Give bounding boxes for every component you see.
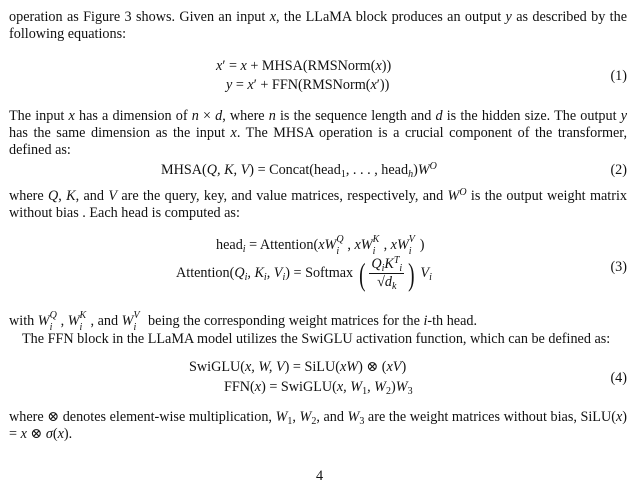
equation-4a: SwiGLU(x, W, V) = SiLU(xW) ⊗ (xV) xyxy=(189,359,407,375)
equation-number-2: (2) xyxy=(610,162,627,178)
paragraph-ffn: The FFN block in the LLaMA model utilizes the SwiGLU activation function, which can be defined as: xyxy=(22,331,611,347)
equation-3b: $Attention(Q_i$, $K_i$, $V_i$) = Softmax ( $\frac{Q_iK^T_i}{√d_k}$ ) $V_i$ xyxy=(176,255,432,292)
equation-3a: head$_i$ = Attention(xW Q i , xW K i , xW V i ) xyxy=(216,234,425,257)
equation-2: MHSA(Q, K, V) = Concat(head$_1$, . . . , $head_h)W^O$ xyxy=(161,161,437,180)
equation-1b: y = x′ + FFN(RMSNorm(x′)) xyxy=(226,77,390,93)
paragraph-weights: with W Q i , W K i , and W V i being the corresponding weight matrices for the i-th head. xyxy=(9,310,478,333)
equation-number-3: (3) xyxy=(610,259,627,275)
equation-1a: x′ = x + MHSA(RMSNorm(x)) xyxy=(216,58,392,74)
page-number: 4 xyxy=(315,468,324,484)
paragraph-dimensions: The input x has a dimension of n × d, where n is the sequence length and d is the hidden size. The output y has the same dimension as the input x. The MHSA operation is a crucial component of the transformer, defined as: xyxy=(9,108,628,158)
equation-number-1: (1) xyxy=(610,68,627,84)
paragraph-intro: operation as Figure 3 shows. Given an input x, the LLaMA block produces an output y as described by the following equations: xyxy=(9,9,627,42)
equation-number-4: (4) xyxy=(610,370,627,386)
paragraph-swiglu-def: where ⊗ denotes element-wise multiplication, $W_1$, $W_2$, and $W_3$ are the weight matrices without bias, SiLU(x) = x ⊗ σ(x). xyxy=(9,409,627,442)
paragraph-qkv: where Q, K, and V are the query, key, and value matrices, respectively, and $W^O$ is the output weight matrix without bias . Each head is computed as: xyxy=(9,187,627,221)
equation-4b: FFN(x) = SwiGLU(x, $W_1$, $W_2)W_3$ xyxy=(224,379,413,397)
